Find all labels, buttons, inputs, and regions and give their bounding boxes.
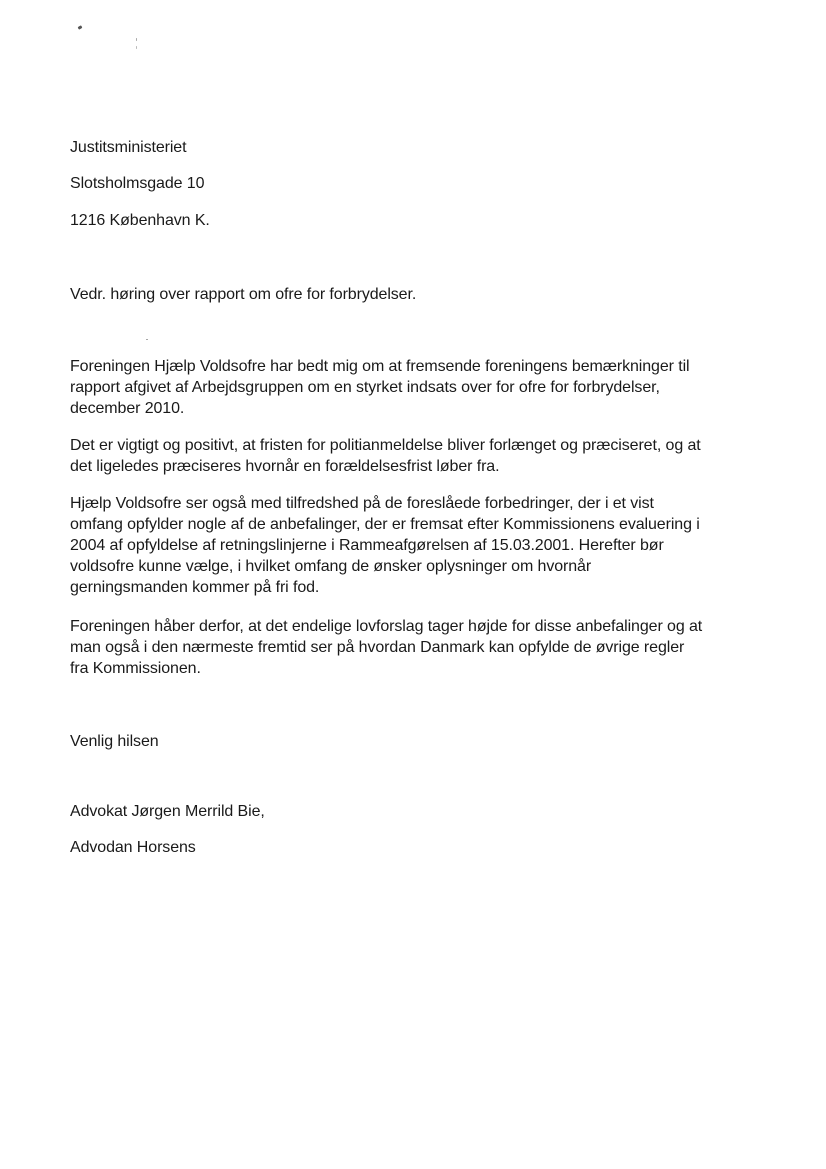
paragraph-line: man også i den nærmeste fremtid ser på hvordan Danmark kan opfylde de øvrige regler: [70, 639, 685, 656]
paragraph-line: Det er vigtigt og positivt, at fristen for politianmeldelse bliver forlænget og præciseret, og at: [70, 437, 701, 454]
body-paragraph-4: [70, 616, 760, 679]
paragraph-line: Hjælp Voldsofre ser også med tilfredshed på de foreslåede forbedringer, der i et vist: [70, 495, 654, 512]
paragraph-line: Foreningen håber derfor, at det endelige lovforslag tager højde for disse anbefalinger og at: [70, 618, 703, 635]
paragraph-line: december 2010.: [70, 400, 185, 417]
paragraph-line: voldsofre kunne vælge, i hvilket omfang de ønsker oplysninger om hvornår: [70, 558, 592, 575]
recipient-city: 1216 København K.: [70, 212, 210, 229]
paragraph-line: gerningsmanden kommer på fri fod.: [70, 579, 320, 596]
body-paragraph-1: [70, 356, 760, 419]
scan-speck: [146, 339, 148, 340]
paragraph-line: rapport afgivet af Arbejdsgruppen om en styrket indsats over for ofre for forbrydelser,: [70, 379, 660, 396]
paragraph-line: Foreningen Hjælp Voldsofre har bedt mig om at fremsende foreningens bemærkninger til: [70, 358, 690, 375]
paragraph-line: omfang opfylder nogle af de anbefalinger, der er fremsat efter Kommissionens evaluering i: [70, 516, 700, 533]
recipient-street: Slotsholmsgade 10: [70, 175, 205, 192]
paragraph-line: fra Kommissionen.: [70, 660, 201, 677]
closing-salutation: Venlig hilsen: [70, 733, 159, 750]
body-paragraph-3: [70, 493, 760, 598]
body-paragraph-2: [70, 435, 760, 477]
paragraph-line: 2004 af opfyldelse af retningslinjerne i Rammeafgørelsen af 15.03.2001. Herefter bør: [70, 537, 664, 554]
recipient-name: Justitsministeriet: [70, 139, 187, 156]
scan-speck: [78, 25, 83, 30]
subject-line: Vedr. høring over rapport om ofre for forbrydelser.: [70, 286, 417, 303]
signature-name: Advokat Jørgen Merrild Bie,: [70, 803, 265, 820]
signature-firm: Advodan Horsens: [70, 839, 196, 856]
scan-speck: [136, 38, 137, 41]
scan-speck: [136, 46, 137, 49]
paragraph-line: det ligeledes præciseres hvornår en forældelsesfrist løber fra.: [70, 458, 500, 475]
